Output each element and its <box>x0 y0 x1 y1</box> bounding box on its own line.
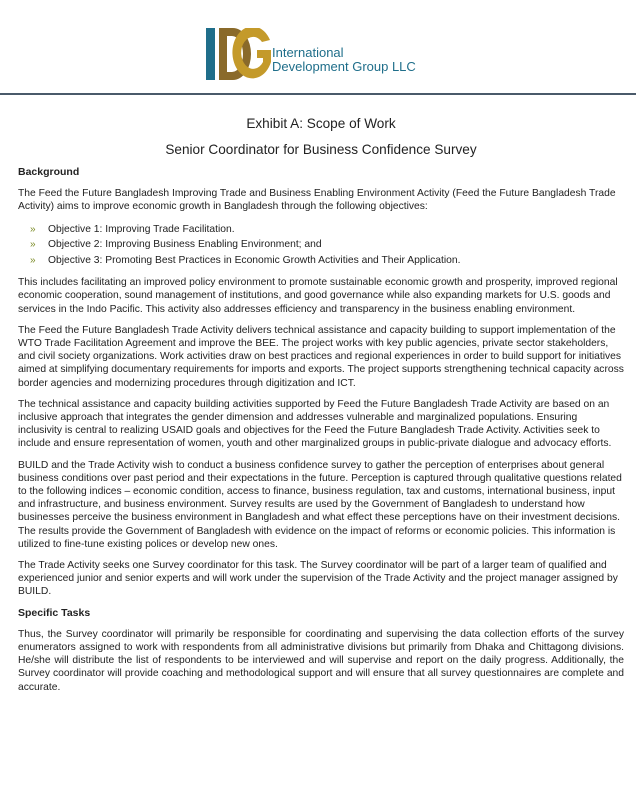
document-title: Exhibit A: Scope of Work <box>246 116 396 131</box>
chevron-bullet-icon: » <box>30 254 36 266</box>
logo-line-1: International <box>272 45 344 60</box>
document-body <box>18 115 624 702</box>
objective-text: Objective 1: Improving Trade Facilitation. <box>48 223 235 235</box>
list-item <box>30 222 624 238</box>
logo-wordmark <box>272 46 416 74</box>
body-paragraph: BUILD and the Trade Activity wish to conduct a business confidence survey to gather the perception of enterprises about general business conditions over past period and their expectations in the future. Perception is captured through qualitative questions related to the following indices – economic condition, access to finance, business regulation, tax and customs, international business, input and infrastructure, and business environment. Survey results are used by the Government of Bangladesh to understand how businesses perceive the business environment in Bangladesh and what effect these perceptions have on their investment decisions. The results provide the Government of Bangladesh with evidence on the impact of reforms or economic policies. This information is utilized to fine-tune existing polices or develop new ones. <box>18 459 622 550</box>
body-paragraph: The technical assistance and capacity building activities supported by Feed the Future Bangladesh Trade Activity are based on an inclusive approach that integrates the gender dimension and addresses vulnerable and marginalized populations. Ensuring inclusivity is central to realizing USAID goals and objectives for the Feed the Future Bangladesh Trade Activity. Activities seek to include and ensure representation of women, youth and other marginalized groups in public-private dialogue and advocacy efforts. <box>18 398 612 450</box>
specific-tasks-heading: Specific Tasks <box>18 606 91 619</box>
objective-text: Objective 2: Improving Business Enabling Environment; and <box>48 239 322 251</box>
body-paragraph: The Feed the Future Bangladesh Trade Activity delivers technical assistance and capacity building to support implementation of the WTO Trade Facilitation Agreement and improve the BEE. The project works with key public agencies, private sector stakeholders, and civil society organizations. Work activities draw on best practices and regional experiences in order to build support for initiatives aimed at simplifying documentary requirements for imports and exports. The project supports strengthening technical capacity across border agencies and modernizing procedures through digitization and ICT. <box>18 324 624 389</box>
body-paragraph: The Trade Activity seeks one Survey coordinator for this task. The Survey coordinator will be part of a larger team of qualified and experienced junior and senior experts and will work under the supervision of the Trade Activity and the project manager assigned by BUILD. <box>18 559 618 598</box>
tasks-paragraph: Thus, the Survey coordinator will primarily be responsible for coordinating and supervising the data collection efforts of the survey enumerators assigned to work with respondents from all administrative divisions but primarily from Dhaka and Chittagong divisions. He/she will distribute the list of respondents to be interviewed and will supervise and report on the daily progress. Additionally, the Survey coordinator will provide coaching and methodological support and will ensure that all survey questionnaires are complete and accurate. <box>18 628 624 693</box>
intro-paragraph: The Feed the Future Bangladesh Improving Trade and Business Enabling Environment Activity (Feed the Future Bangladesh Trade Activity) aims to improve economic growth in Bangladesh through the following objectives: <box>18 188 616 213</box>
chevron-bullet-icon: » <box>30 239 36 251</box>
objectives-list <box>30 222 624 269</box>
document-subtitle: Senior Coordinator for Business Confidence Survey <box>165 142 477 157</box>
body-paragraph: This includes facilitating an improved policy environment to promote sustainable economic growth and prosperity, improved regional economic cooperation, sound management of institutions, and good governance while also expanding markets for U.S. goods and services in the Indo Pacific. This activity also addresses efficiency and transparency in the business enabling environment. <box>18 277 618 315</box>
objective-text: Objective 3: Promoting Best Practices in Economic Growth Activities and Their Application. <box>48 254 461 266</box>
chevron-bullet-icon: » <box>30 223 36 235</box>
header-divider <box>0 93 636 95</box>
logo-line-2: Development Group LLC <box>272 59 416 74</box>
list-item <box>30 237 624 253</box>
background-heading: Background <box>18 166 80 178</box>
list-item <box>30 253 624 269</box>
idg-logo-mark <box>206 28 272 80</box>
idg-logo <box>206 28 446 80</box>
